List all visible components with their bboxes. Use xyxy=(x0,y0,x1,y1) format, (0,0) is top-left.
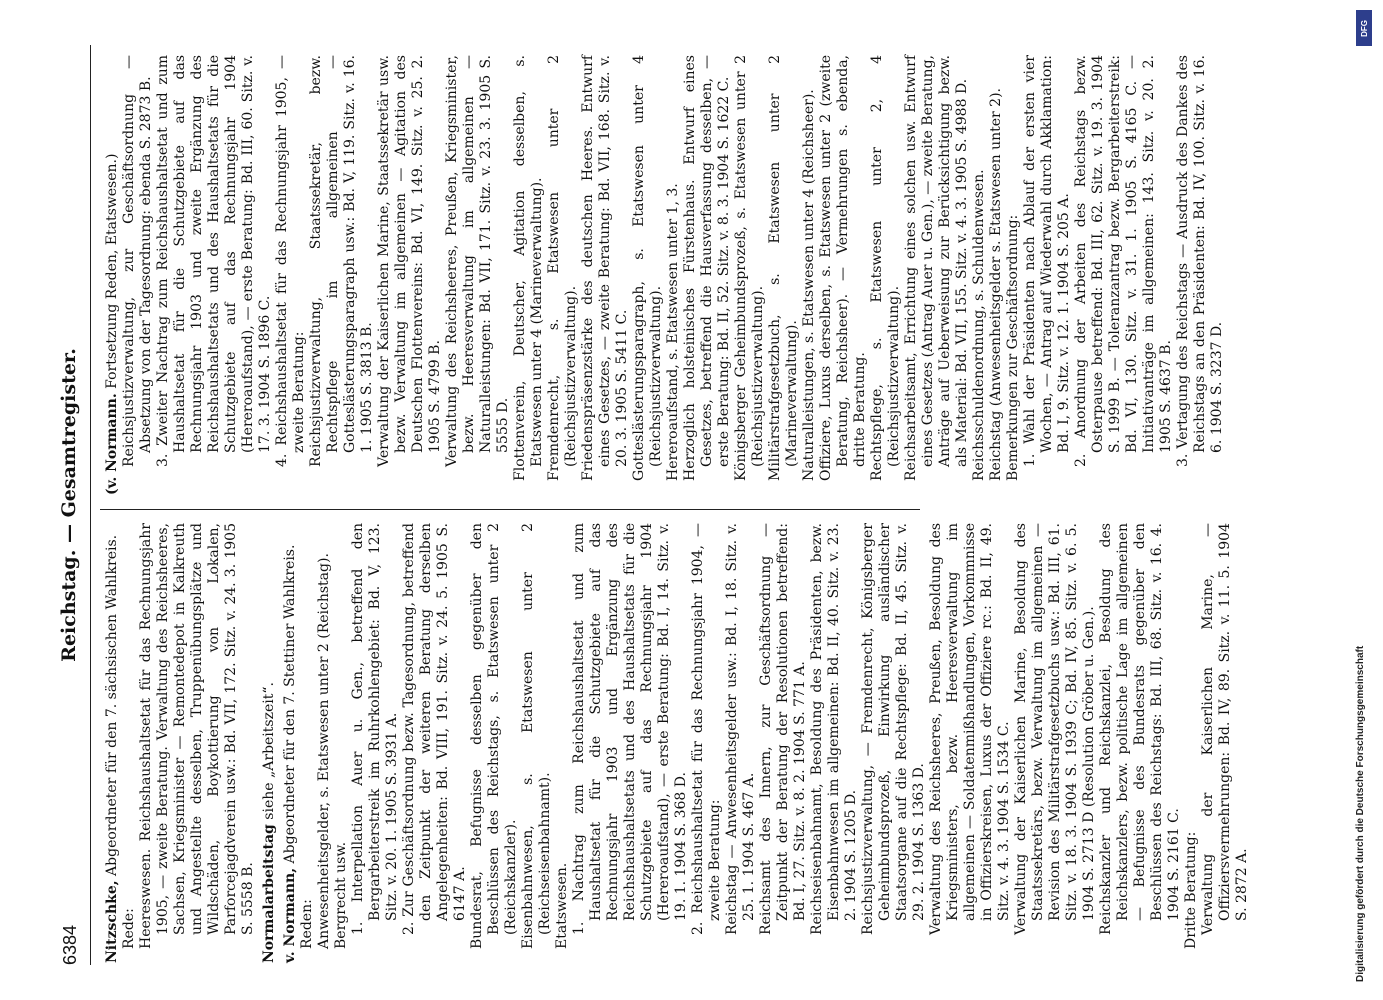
entry-text: 2. Reichshaushaltsetat für das Rechnungsjahr 1904, — zweite Beratung: xyxy=(690,523,723,935)
register-entry xyxy=(104,523,121,963)
entry-text: Flottenverein, Deutscher, Agitation desselben, s. Etatswesen unter 4 (Marineverwaltung). xyxy=(512,55,545,481)
register-entry xyxy=(469,523,520,963)
right-column xyxy=(100,55,1226,495)
entry-text: siehe „Arbeitszeit“. xyxy=(261,682,277,825)
register-entry xyxy=(690,523,724,963)
entry-text: Reichstag (Anwesenheitsgelder s. Etatswesen unter 2). xyxy=(988,88,1004,481)
entry-text: Hereroaufstand, s. Etatswesen unter 1, 3. xyxy=(665,183,681,481)
register-entry xyxy=(299,523,316,963)
register-entry xyxy=(988,55,1005,495)
entry-text: Abgeordneter für den 7. Stettiner Wahlkreis. xyxy=(282,544,298,868)
rotated-page-content xyxy=(50,45,1350,965)
register-entry xyxy=(444,55,512,495)
register-entry xyxy=(1175,55,1226,495)
register-entry xyxy=(809,523,860,963)
header-rule xyxy=(90,45,91,965)
left-column xyxy=(100,523,1251,963)
register-entry xyxy=(1073,55,1175,495)
entry-text: Verwaltung des Reichsheeres, Preußen, Kriegsminister, bezw. Heeresverwaltung im allgemeinen — Naturalleistungen: Bd. VII, 171. Sitz. v. 23. 3. 1905 S. 5555 D. xyxy=(444,55,511,467)
entry-text: 1. Nachtrag zum Reichshaushaltsetat und zum Haushaltsetat für die Schutzgebiete auf das Rechnungsjahr 1903 und Ergänzung des Reichshaushaltsetats und des Haushaltsetats für die Schutzgebiete auf das Rechnungsjahr 1904 (Hereroaufstand), — erste Beratung: Bd. I, 14. Sitz. v. 19. 1. 1904 S. 368 D. xyxy=(571,523,689,935)
entry-text: Reichsjustizverwaltung, — Fremdenrecht, Königsberger Geheimbundsprozeß, Einwirkung ausländischer Staatsorgane auf die Rechtspflege: Bd. II, 45. Sitz. v. 29. 2. 1904 S. 1363 D. xyxy=(860,523,927,935)
entry-text: Heereswesen. Reichshaushaltsetat für das Rechnungsjahr 1905, — zweite Beratung. Verwaltung des Reichsheeres, Sachsen, Kriegsminister — Remontedepot in Kalkreuth und Angestellte desselben, Truppenübungsplätze und Wildschäden, Boykottierung von Lokalen, Parforcejagdverein usw.: Bd. VII, 172. Sitz. v. 24. 3. 1905 S. 5558 B. xyxy=(138,523,256,949)
register-entry xyxy=(631,55,665,495)
register-entry xyxy=(1098,523,1183,963)
register-entry xyxy=(818,55,869,495)
entry-text: Reichstag — Anwesenheitsgelder usw.: Bd. I, 18. Sitz. v. 25. 1. 1904 S. 467 A. xyxy=(724,523,757,935)
entry-text: Friedenspräsenzstärke des deutschen Heeres. Entwurf eines Gesetzes, — zweite Beratung: Bd. VII, 168. Sitz. v. 20. 3. 1905 S. 5411 C. xyxy=(580,55,630,481)
register-entry xyxy=(554,523,571,963)
register-entry xyxy=(580,55,631,495)
register-entry xyxy=(1022,55,1073,495)
register-entry xyxy=(546,55,580,495)
entry-text: Reichseisenbahnamt, Besoldung des Präsidenten, bezw. Eisenbahnwesen im allgemeinen: Bd. II, 40. Sitz. v. 23. 2. 1904 S. 1205 D. xyxy=(809,523,859,935)
entry-text: Bundesrat, Befugnisse desselben gegenüber den Beschlüssen des Reichstags, s. Etatswesen unter 2 (Reichskanzler). xyxy=(469,523,519,949)
entry-text: Rechtspflege, s. Etatswesen unter 2, 4 (Reichsjustizverwaltung). xyxy=(869,55,902,481)
entry-text: Eisenbahnwesen, s. Etatswesen unter 2 (Reichseisenbahnamt). xyxy=(520,523,553,949)
page-header xyxy=(50,45,90,965)
running-title: Reichstag. — Gesamtregister. xyxy=(58,348,80,662)
register-entry xyxy=(350,523,401,963)
register-entry xyxy=(1005,55,1022,495)
entry-heading: v. Normann, xyxy=(282,867,298,963)
register-entry xyxy=(1200,523,1251,963)
register-entry xyxy=(682,55,733,495)
entry-text: Fremdenrecht, s. Etatswesen unter 2 (Reichsjustizverwaltung). xyxy=(546,55,579,481)
register-entry xyxy=(138,523,257,963)
entry-text: Bergrecht usw. xyxy=(333,841,349,949)
column-divider xyxy=(100,509,920,510)
entry-heading: (v. Normann. xyxy=(104,393,120,495)
digitization-footer xyxy=(1355,52,1375,1000)
entry-text: Anwesenheitsgelder, s. Etatswesen unter 2 (Reichstag). xyxy=(316,553,332,949)
entry-text: Etatswesen. xyxy=(554,862,570,949)
entry-text: 1. Interpellation Auer u. Gen., betreffend den Bergarbeiterstreik im Ruhrkohlengebiet: Bd. V, 123. Sitz. v. 20. 1. 1905 S. 3931 A. xyxy=(350,523,400,935)
register-entry xyxy=(767,55,801,495)
register-entry xyxy=(333,523,350,963)
page-number: 6384 xyxy=(60,924,80,965)
register-entry xyxy=(903,55,971,495)
entry-heading: Nitzschke, xyxy=(104,880,120,963)
register-entry xyxy=(971,55,988,495)
entry-text: Reichsjustizverwaltung, zur Geschäftsordnung — Absetzung von der Tagesordnung: ebenda S. 2873 B. xyxy=(121,55,154,467)
register-entry xyxy=(316,523,333,963)
register-entry xyxy=(665,55,682,495)
register-entry xyxy=(869,55,903,495)
entry-text: Reden: xyxy=(299,899,315,949)
entry-text: Offiziere, Luxus derselben, s. Etatswesen unter 2 (zweite Beratung, Reichsheer). — Vermehrungen s. ebenda, dritte Beratung. xyxy=(818,55,868,481)
entry-text: Reichsarbeitsamt, Errichtung eines solchen usw. Entwurf eines Gesetzes (Antrag Auer u. Gen.), — zweite Beratung, Anträge auf Ueberweisung zur Berücksichtigung bezw. als Material: Bd. VII, 155. Sitz. v. 4. 3. 1905 S. 4988 D. xyxy=(903,55,970,481)
register-entry xyxy=(401,523,469,963)
register-entry xyxy=(928,523,1013,963)
entry-text: Verwaltung der Kaiserlichen Marine, — Offiziersvermehrungen: Bd. IV, 89. Sitz. v. 11. 5. 1904 S. 2872 A. xyxy=(1200,523,1250,935)
dfg-logo: DFG xyxy=(1356,10,1372,46)
register-entry xyxy=(121,523,138,963)
entry-text: Gotteslästerungsparagraph, s. Etatswesen unter 4 (Reichsjustizverwaltung). xyxy=(631,55,664,481)
register-entry xyxy=(733,55,767,495)
entry-text: 2. Anordnung der Arbeiten des Reichstags bezw. Osterpause betreffend: Bd. III, 62. Sitz. v. 19. 3. 1904 S. 1999 B. — Toleranzantrag bezw. Bergarbeiterstreik: Bd. VI, 130. Sitz. v. 31. 1. 1905 S. 4165 C. — Initiativanträge im allgemeinen: 143. Sitz. v. 20. 2. 1905 S. 4637 B. xyxy=(1073,55,1174,467)
entry-text: Verwaltung des Reichsheeres, Preußen, Besoldung des Kriegsministers, bezw. Heeresverwaltung im allgemeinen — Soldatenmißhandlungen, Vorkommnisse in Offizierskreisen, Luxus der Offiziere rc.: Bd. II, 49. Sitz. v. 4. 3. 1904 S. 1534 C. xyxy=(928,523,1012,935)
entry-text: Rede: xyxy=(121,908,137,949)
register-entry xyxy=(571,523,690,963)
entry-text: Militärstrafgesetzbuch, s. Etatswesen unter 2 (Marineverwaltung). xyxy=(767,55,800,481)
entry-text: Fortsetzung Reden, Etatswesen.) xyxy=(104,153,120,394)
register-entry xyxy=(1013,523,1098,963)
register-entry xyxy=(104,55,121,495)
entry-heading: Normalarbeitstag xyxy=(261,824,277,963)
entry-text: 3. Vertagung des Reichstags — Ausdruck des Dankes des Reichstags an den Präsidenten: Bd. IV, 100. Sitz. v. 16. 6. 1904 S. 3237 D. xyxy=(1175,55,1225,467)
register-entry xyxy=(1183,523,1200,963)
register-entry xyxy=(308,55,376,495)
entry-text: Dritte Beratung: xyxy=(1183,831,1199,949)
entry-text: Abgeordneter für den 7. sächsischen Wahlkreis. xyxy=(104,534,120,881)
digitization-note: Digitalisierung gefördert durch die Deutsche Forschungsgemeinschaft xyxy=(1355,645,1366,982)
entry-text: Bemerkungen zur Geschäftsordnung: xyxy=(1005,214,1021,481)
entry-text: 3. Zweiter Nachtrag zum Reichshaushaltsetat und zum Haushaltsetat für die Schutzgebiete auf das Rechnungsjahr 1903 und zweite Ergänzung des Reichshaushaltsetats und des Haushaltsetats für die Schutzgebiete auf das Rechnungsjahr 1904 (Hereroaufstand), — erste Beratung: Bd. III, 60. Sitz. v. 17. 3. 1904 S. 1896 C. xyxy=(155,55,273,467)
entry-text: Herzoglich holsteinisches Fürstenhaus. Entwurf eines Gesetzes, betreffend die Hausverfassung desselben, — erste Beratung: Bd. II, 52. Sitz. v. 8. 3. 1904 S. 1622 C. xyxy=(682,55,732,481)
entry-text: Naturalleistungen, s. Etatswesen unter 4 (Reichsheer). xyxy=(801,89,817,481)
entry-text: Reichskanzler und Reichskanzlei, Besoldung des Reichskanzlers, bezw. politische Lage im allgemeinen — Befugnisse des Bundesrats gegenüber den Beschlüssen des Reichstags: Bd. III, 68. Sitz. v. 16. 4. 1904 S. 2161 C. xyxy=(1098,523,1182,935)
entry-text: Verwaltung der Kaiserlichen Marine, Staatssekretär usw. bezw. Verwaltung im allgemeinen — Agitation des Deutschen Flottenvereins: Bd. VI, 149. Sitz. v. 25. 2. 1905 S. 4799 B. xyxy=(376,55,443,467)
register-entry xyxy=(274,55,308,495)
register-entry xyxy=(758,523,809,963)
register-entry xyxy=(860,523,928,963)
register-entry xyxy=(261,523,278,963)
entry-text: Reichsamt des Innern, zur Geschäftsordnung — Zeitpunkt der Beratung der Resolutionen betreffend: Bd. I, 27. Sitz. v. 8. 2. 1904 S. 771 A. xyxy=(758,523,808,935)
entry-text: Reichsschuldenordnung, s. Schuldenwesen. xyxy=(971,169,987,481)
entry-text: Königsberger Geheimbundsprozeß, s. Etatswesen unter 2 (Reichsjustizverwaltung). xyxy=(733,55,766,481)
entry-text: 4. Reichshaushaltsetat für das Rechnungsjahr 1905, — zweite Beratung: xyxy=(274,55,307,467)
register-entry xyxy=(801,55,818,495)
entry-text: Reichsjustizverwaltung, Staatssekretär, bezw. Rechtspflege im allgemeinen — Gotteslästerungsparagraph usw.: Bd. V, 119. Sitz. v. 16. 1. 1905 S. 3813 B. xyxy=(308,55,375,467)
register-entry xyxy=(520,523,554,963)
register-entry xyxy=(376,55,444,495)
register-entry xyxy=(282,523,299,963)
register-entry xyxy=(724,523,758,963)
register-entry xyxy=(155,55,274,495)
register-entry xyxy=(121,55,155,495)
entry-text: 1. Wahl der Präsidenten nach Ablauf der ersten vier Wochen, — Antrag auf Wiederwahl durch Akklamation: Bd. I, 9. Sitz. v. 12. 1. 1904 S. 205 A. xyxy=(1022,55,1072,467)
entry-text: 2. Zur Geschäftsordnung bezw. Tagesordnung, betreffend den Zeitpunkt der weiteren Beratung derselben Angelegenheiten: Bd. VIII, 191. Sitz. v. 24. 5. 1905 S. 6147 A. xyxy=(401,523,468,935)
register-entry xyxy=(512,55,546,495)
entry-text: Verwaltung der Kaiserlichen Marine, Besoldung des Staatssekretärs, bezw. Verwaltung im allgemeinen — Revision des Militärstrafgesetzbuchs usw.: Bd. III, 61. Sitz. v. 18. 3. 1904 S. 1939 C; Bd. IV, 85. Sitz. v. 6. 5. 1904 S. 2713 D (Resolution Gröber u. Gen.). xyxy=(1013,523,1097,935)
